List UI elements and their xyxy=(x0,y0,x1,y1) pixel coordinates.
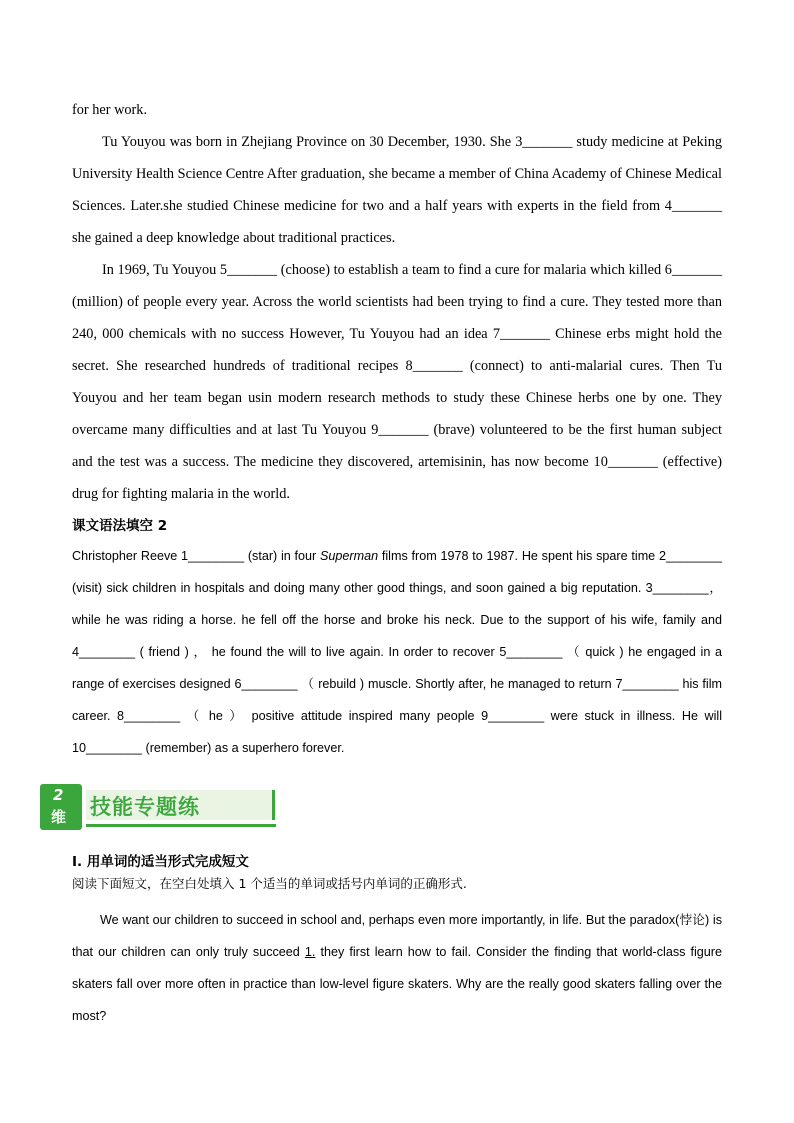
passage-christopher-reeve xyxy=(72,540,722,764)
section-heading-grammar-fill: 课文语法填空 2 xyxy=(72,518,168,534)
passage-line-continuation: for her work. xyxy=(72,102,148,118)
passage-paragraph-2: In 1969, Tu Youyou 5_______ (choose) to establish a team to find a cure for malaria which killed 6_______ (million) of people every year. Across the world scientists had been trying to find a cure. They tested more than 240, 000 chemicals with no success However, Tu Youyou had an idea 7_______ Chinese erbs might hold the secret. She researched hundreds of traditional recipes 8_______ (connect) to anti-malarial cures. Then Tu Youyou and her team began usin modern research methods to study these Chinese herbs one by one. They overcame many difficulties and at last Tu Youyou 9_______ (brave) volunteered to be the first human subject and the test was a success. The medicine they discovered, artemisinin, has now become 10_______ (effective) drug for fighting malaria in the world. xyxy=(72,262,722,502)
passage-text-part-2: films from 1978 to 1987. He spent his spare time 2________ (visit) sick children in hospitals and doing many other good things, and soon gained a big reputation. 3________， while he was riding a horse. he fell off the horse and broke his neck. Due to the support of his wife, family and 4________ ( friend ) ， he found the will to live again. In order to recover 5________ （ quick ) he engaged in a range of exercises designed 6________ （ rebuild ) muscle. Shortly after, he managed to return 7________ his film career. 8________ （ he ） positive attitude inspired many people 9________ were stuck in illness. He will 10________ (remember) as a superhero forever. xyxy=(72,549,722,755)
badge-title-block xyxy=(86,790,275,820)
exercise-heading: I. 用单词的适当形式完成短文 xyxy=(72,854,249,870)
passage-paragraph-1: Tu Youyou was born in Zhejiang Province on 30 December, 1930. She 3_______ study medicine at Peking University Health Science Centre After graduation, she became a member of China Academy of Chinese Medical Sciences. Later.she studied Chinese medicine for two and a half years with experts in the field from 4_______ she gained a deep knowledge about traditional practices. xyxy=(72,134,722,246)
answer-blank-1[interactable]: 1. xyxy=(304,945,316,959)
passage-text-part-1: Christopher Reeve 1________ (star) in four xyxy=(72,549,321,563)
italic-film-title: Superman xyxy=(320,549,379,563)
exercise-text-part-1: We want our children to succeed in school and, perhaps even more importantly, in life. But the paradox(悖论) is that our children can only truly succeed xyxy=(72,913,722,959)
exercise-instruction: 阅读下面短文，在空白处填入 1 个适当的单词或括号内单词的正确形式. xyxy=(72,876,467,891)
section-badge xyxy=(40,784,280,834)
badge-number: 2 xyxy=(53,786,64,804)
exercise-text-part-2: they first learn how to fail. Consider the finding that world-class figure skaters fall over more often in practice than low-level figure skaters. Why are the really good skaters falling over the most? xyxy=(72,945,722,1023)
exercise-passage xyxy=(72,904,722,1032)
badge-number-block xyxy=(40,784,82,830)
badge-title: 技能专题练 xyxy=(90,795,200,819)
badge-char: 维 xyxy=(51,808,67,826)
badge-underline xyxy=(86,824,276,827)
